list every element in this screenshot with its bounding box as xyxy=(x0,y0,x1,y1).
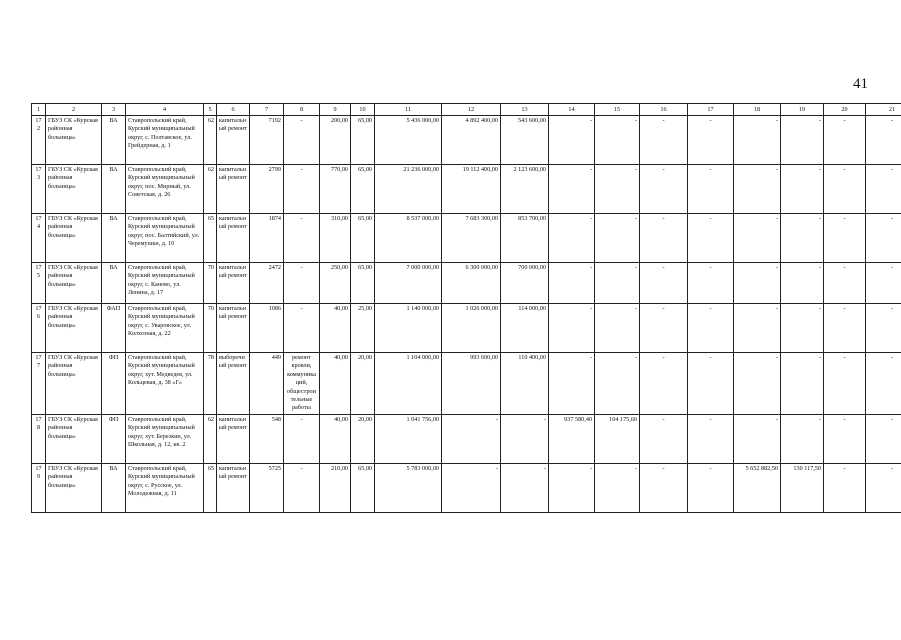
cell-total-cost: 1 041 756,00 xyxy=(375,414,442,463)
column-number: 21 xyxy=(866,104,901,116)
cell-institution: ГБУЗ СК «Курская районная больница» xyxy=(46,116,102,165)
cell-budget-local: - xyxy=(501,414,549,463)
cell-total-cost: 1 104 000,00 xyxy=(375,353,442,415)
column-number: 19 xyxy=(781,104,824,116)
cell-budget-regional: 993 600,00 xyxy=(442,353,501,415)
cell-budget-regional: 7 683 300,00 xyxy=(442,214,501,263)
cell-capacity: 40,00 xyxy=(320,353,351,415)
cell-budget-regional: 1 026 000,00 xyxy=(442,304,501,353)
cell-area: 2472 xyxy=(250,263,284,304)
cell-area: 2799 xyxy=(250,165,284,214)
cell-total-cost: 5 436 000,00 xyxy=(375,116,442,165)
cell-col-16: - xyxy=(640,214,688,263)
cell-col-16: - xyxy=(640,116,688,165)
cell-address: Ставропольский край, Курский муниципальный округ, с. Русское, ул. Молодежная, д. 11 xyxy=(126,463,204,512)
cell-budget-local: 114 000,00 xyxy=(501,304,549,353)
cell-budget-regional: 6 300 000,00 xyxy=(442,263,501,304)
column-number: 12 xyxy=(442,104,501,116)
cell-col-21: - xyxy=(866,214,901,263)
cell-col-20: - xyxy=(824,263,866,304)
cell-total-cost: 8 537 000,00 xyxy=(375,214,442,263)
cell-work-description: ремонт кровли, коммуникаций, общестроительные работы xyxy=(284,353,320,415)
cell-address: Ставропольский край, Курский муниципальный округ, с. Полтавское, ул. Грейдерная, д. 1 xyxy=(126,116,204,165)
column-number: 2 xyxy=(46,104,102,116)
cell-wear-percent: 62 xyxy=(204,165,217,214)
cell-col-18: - xyxy=(734,165,781,214)
cell-work-description: - xyxy=(284,263,320,304)
cell-col-17: - xyxy=(688,263,734,304)
cell-col-14: - xyxy=(549,304,595,353)
cell-col-18: - xyxy=(734,214,781,263)
cell-work-type: капитальный ремонт xyxy=(217,214,250,263)
column-number: 20 xyxy=(824,104,866,116)
cell-col-15: - xyxy=(595,263,640,304)
cell-facility-type: ВА xyxy=(102,214,126,263)
cell-work-description: - xyxy=(284,214,320,263)
cell-facility-type: ВА xyxy=(102,263,126,304)
cell-readiness: 65,00 xyxy=(351,214,375,263)
cell-col-15: - xyxy=(595,214,640,263)
cell-facility-type: ФП xyxy=(102,353,126,415)
cell-col-15: - xyxy=(595,116,640,165)
column-number: 11 xyxy=(375,104,442,116)
table-row xyxy=(32,304,901,353)
column-number: 13 xyxy=(501,104,549,116)
cell-area: 7192 xyxy=(250,116,284,165)
cell-col-18: - xyxy=(734,263,781,304)
cell-budget-local: 853 700,00 xyxy=(501,214,549,263)
column-number-row xyxy=(32,104,901,116)
cell-col-20: - xyxy=(824,116,866,165)
cell-address: Ставропольский край, Курский муниципальный округ, пос. Балтийский, ул. Черемушки, д. 10 xyxy=(126,214,204,263)
cell-work-description: - xyxy=(284,414,320,463)
cell-readiness: 65,00 xyxy=(351,263,375,304)
cell-col-21: - xyxy=(866,263,901,304)
table-row xyxy=(32,214,901,263)
cell-capacity: 40,00 xyxy=(320,414,351,463)
cell-capacity: 210,00 xyxy=(320,463,351,512)
cell-col-21: - xyxy=(866,304,901,353)
cell-wear-percent: 65 xyxy=(204,214,217,263)
table-row xyxy=(32,263,901,304)
cell-area: 548 xyxy=(250,414,284,463)
cell-col-19: - xyxy=(781,414,824,463)
cell-row-number: 173 xyxy=(32,165,46,214)
cell-col-15: - xyxy=(595,304,640,353)
cell-institution: ГБУЗ СК «Курская районная больница» xyxy=(46,214,102,263)
cell-wear-percent: 65 xyxy=(204,463,217,512)
cell-budget-regional: 19 112 400,00 xyxy=(442,165,501,214)
cell-work-type: капитальный ремонт xyxy=(217,414,250,463)
cell-institution: ГБУЗ СК «Курская районная больница» xyxy=(46,263,102,304)
cell-col-20: - xyxy=(824,165,866,214)
column-number: 14 xyxy=(549,104,595,116)
cell-address: Ставропольский край, Курский муниципальный округ, хут. Березкин, ул. Школьная, д. 12, кв. 2 xyxy=(126,414,204,463)
cell-col-21: - xyxy=(866,353,901,415)
cell-col-14: - xyxy=(549,165,595,214)
cell-col-14: - xyxy=(549,463,595,512)
cell-work-description: - xyxy=(284,304,320,353)
cell-col-18: - xyxy=(734,414,781,463)
cell-row-number: 178 xyxy=(32,414,46,463)
cell-col-14: - xyxy=(549,353,595,415)
cell-address: Ставропольский край, Курский муниципальный округ, с. Уваровское, ул. Колхозная, д. 22 xyxy=(126,304,204,353)
cell-col-18: - xyxy=(734,353,781,415)
cell-col-17: - xyxy=(688,304,734,353)
column-number: 15 xyxy=(595,104,640,116)
cell-col-19: - xyxy=(781,165,824,214)
cell-budget-regional: - xyxy=(442,463,501,512)
cell-total-cost: 1 140 000,00 xyxy=(375,304,442,353)
cell-work-type: капитальный ремонт xyxy=(217,304,250,353)
cell-address: Ставропольский край, Курский муниципальный округ, с. Каново, ул. Ленина, д. 17 xyxy=(126,263,204,304)
cell-col-16: - xyxy=(640,414,688,463)
cell-area: 1874 xyxy=(250,214,284,263)
column-number: 16 xyxy=(640,104,688,116)
cell-col-17: - xyxy=(688,414,734,463)
cell-work-type: капитальный ремонт xyxy=(217,263,250,304)
cell-facility-type: ФП xyxy=(102,414,126,463)
column-number: 1 xyxy=(32,104,46,116)
column-number: 10 xyxy=(351,104,375,116)
table-row xyxy=(32,463,901,512)
page-number: 41 xyxy=(853,76,868,92)
cell-wear-percent: 78 xyxy=(204,353,217,415)
cell-col-16: - xyxy=(640,165,688,214)
cell-col-20: - xyxy=(824,304,866,353)
cell-col-19: 130 117,50 xyxy=(781,463,824,512)
cell-institution: ГБУЗ СК «Курская районная больница» xyxy=(46,165,102,214)
cell-area: 5725 xyxy=(250,463,284,512)
column-number: 18 xyxy=(734,104,781,116)
cell-area: 449 xyxy=(250,353,284,415)
cell-row-number: 176 xyxy=(32,304,46,353)
cell-wear-percent: 70 xyxy=(204,304,217,353)
cell-col-15: - xyxy=(595,463,640,512)
column-number: 7 xyxy=(250,104,284,116)
cell-readiness: 20,00 xyxy=(351,414,375,463)
cell-row-number: 177 xyxy=(32,353,46,415)
cell-capacity: 310,00 xyxy=(320,214,351,263)
cell-row-number: 175 xyxy=(32,263,46,304)
cell-row-number: 172 xyxy=(32,116,46,165)
cell-total-cost: 5 783 000,00 xyxy=(375,463,442,512)
cell-work-type: выборочный ремонт xyxy=(217,353,250,415)
cell-col-18: 5 652 882,50 xyxy=(734,463,781,512)
cell-col-17: - xyxy=(688,463,734,512)
cell-col-20: - xyxy=(824,463,866,512)
cell-readiness: 65,00 xyxy=(351,165,375,214)
cell-total-cost: 21 236 000,00 xyxy=(375,165,442,214)
cell-area: 1086 xyxy=(250,304,284,353)
cell-capacity: 250,00 xyxy=(320,263,351,304)
cell-work-description: - xyxy=(284,116,320,165)
cell-work-type: капитальный ремонт xyxy=(217,116,250,165)
cell-institution: ГБУЗ СК «Курская районная больница» xyxy=(46,304,102,353)
cell-total-cost: 7 000 000,00 xyxy=(375,263,442,304)
column-number: 3 xyxy=(102,104,126,116)
cell-col-19: - xyxy=(781,353,824,415)
cell-col-15: - xyxy=(595,165,640,214)
cell-institution: ГБУЗ СК «Курская районная больница» xyxy=(46,414,102,463)
cell-col-14: - xyxy=(549,116,595,165)
repair-program-table xyxy=(31,103,901,513)
cell-col-20: - xyxy=(824,353,866,415)
cell-col-18: - xyxy=(734,116,781,165)
cell-col-19: - xyxy=(781,304,824,353)
table-row xyxy=(32,165,901,214)
cell-wear-percent: 70 xyxy=(204,263,217,304)
cell-col-16: - xyxy=(640,463,688,512)
cell-col-16: - xyxy=(640,353,688,415)
cell-col-21: - xyxy=(866,165,901,214)
table-row xyxy=(32,116,901,165)
cell-budget-regional: 4 892 400,00 xyxy=(442,116,501,165)
column-number: 17 xyxy=(688,104,734,116)
column-number: 4 xyxy=(126,104,204,116)
cell-capacity: 200,00 xyxy=(320,116,351,165)
cell-budget-local: 110 400,00 xyxy=(501,353,549,415)
cell-col-14: - xyxy=(549,263,595,304)
cell-facility-type: ВА xyxy=(102,116,126,165)
cell-row-number: 179 xyxy=(32,463,46,512)
cell-col-17: - xyxy=(688,214,734,263)
cell-col-17: - xyxy=(688,116,734,165)
cell-facility-type: ВА xyxy=(102,463,126,512)
cell-col-17: - xyxy=(688,165,734,214)
cell-wear-percent: 62 xyxy=(204,116,217,165)
cell-institution: ГБУЗ СК «Курская районная больница» xyxy=(46,463,102,512)
cell-budget-local: 700 000,00 xyxy=(501,263,549,304)
cell-col-14: - xyxy=(549,214,595,263)
cell-readiness: 65,00 xyxy=(351,463,375,512)
cell-budget-local: 543 600,00 xyxy=(501,116,549,165)
column-number: 8 xyxy=(284,104,320,116)
cell-capacity: 40,00 xyxy=(320,304,351,353)
cell-work-description: - xyxy=(284,165,320,214)
cell-facility-type: ВА xyxy=(102,165,126,214)
cell-col-21: - xyxy=(866,116,901,165)
cell-wear-percent: 62 xyxy=(204,414,217,463)
cell-address: Ставропольский край, Курский муниципальный округ, хут. Медведев, ул. Кольцевая, д. 38 «Г» xyxy=(126,353,204,415)
cell-col-15: - xyxy=(595,353,640,415)
cell-capacity: 770,00 xyxy=(320,165,351,214)
cell-col-21: - xyxy=(866,463,901,512)
cell-col-19: - xyxy=(781,116,824,165)
cell-work-type: капитальный ремонт xyxy=(217,463,250,512)
table-row xyxy=(32,414,901,463)
cell-work-description: - xyxy=(284,463,320,512)
cell-address: Ставропольский край, Курский муниципальный округ, пос. Мирный, ул. Советская, д. 26 xyxy=(126,165,204,214)
cell-col-19: - xyxy=(781,214,824,263)
cell-col-19: - xyxy=(781,263,824,304)
cell-budget-local: 2 123 600,00 xyxy=(501,165,549,214)
column-number: 6 xyxy=(217,104,250,116)
cell-col-16: - xyxy=(640,263,688,304)
table-row xyxy=(32,353,901,415)
cell-work-type: капитальный ремонт xyxy=(217,165,250,214)
cell-budget-local: - xyxy=(501,463,549,512)
cell-col-14: 937 580,40 xyxy=(549,414,595,463)
cell-institution: ГБУЗ СК «Курская районная больница» xyxy=(46,353,102,415)
cell-col-21: - xyxy=(866,414,901,463)
cell-budget-regional: - xyxy=(442,414,501,463)
column-number: 9 xyxy=(320,104,351,116)
cell-facility-type: ФАП xyxy=(102,304,126,353)
cell-readiness: 20,00 xyxy=(351,353,375,415)
cell-col-15: 104 175,60 xyxy=(595,414,640,463)
cell-col-16: - xyxy=(640,304,688,353)
cell-row-number: 174 xyxy=(32,214,46,263)
cell-readiness: 25,00 xyxy=(351,304,375,353)
cell-col-20: - xyxy=(824,414,866,463)
cell-col-20: - xyxy=(824,214,866,263)
cell-readiness: 65,00 xyxy=(351,116,375,165)
cell-col-18: - xyxy=(734,304,781,353)
cell-col-17: - xyxy=(688,353,734,415)
column-number: 5 xyxy=(204,104,217,116)
